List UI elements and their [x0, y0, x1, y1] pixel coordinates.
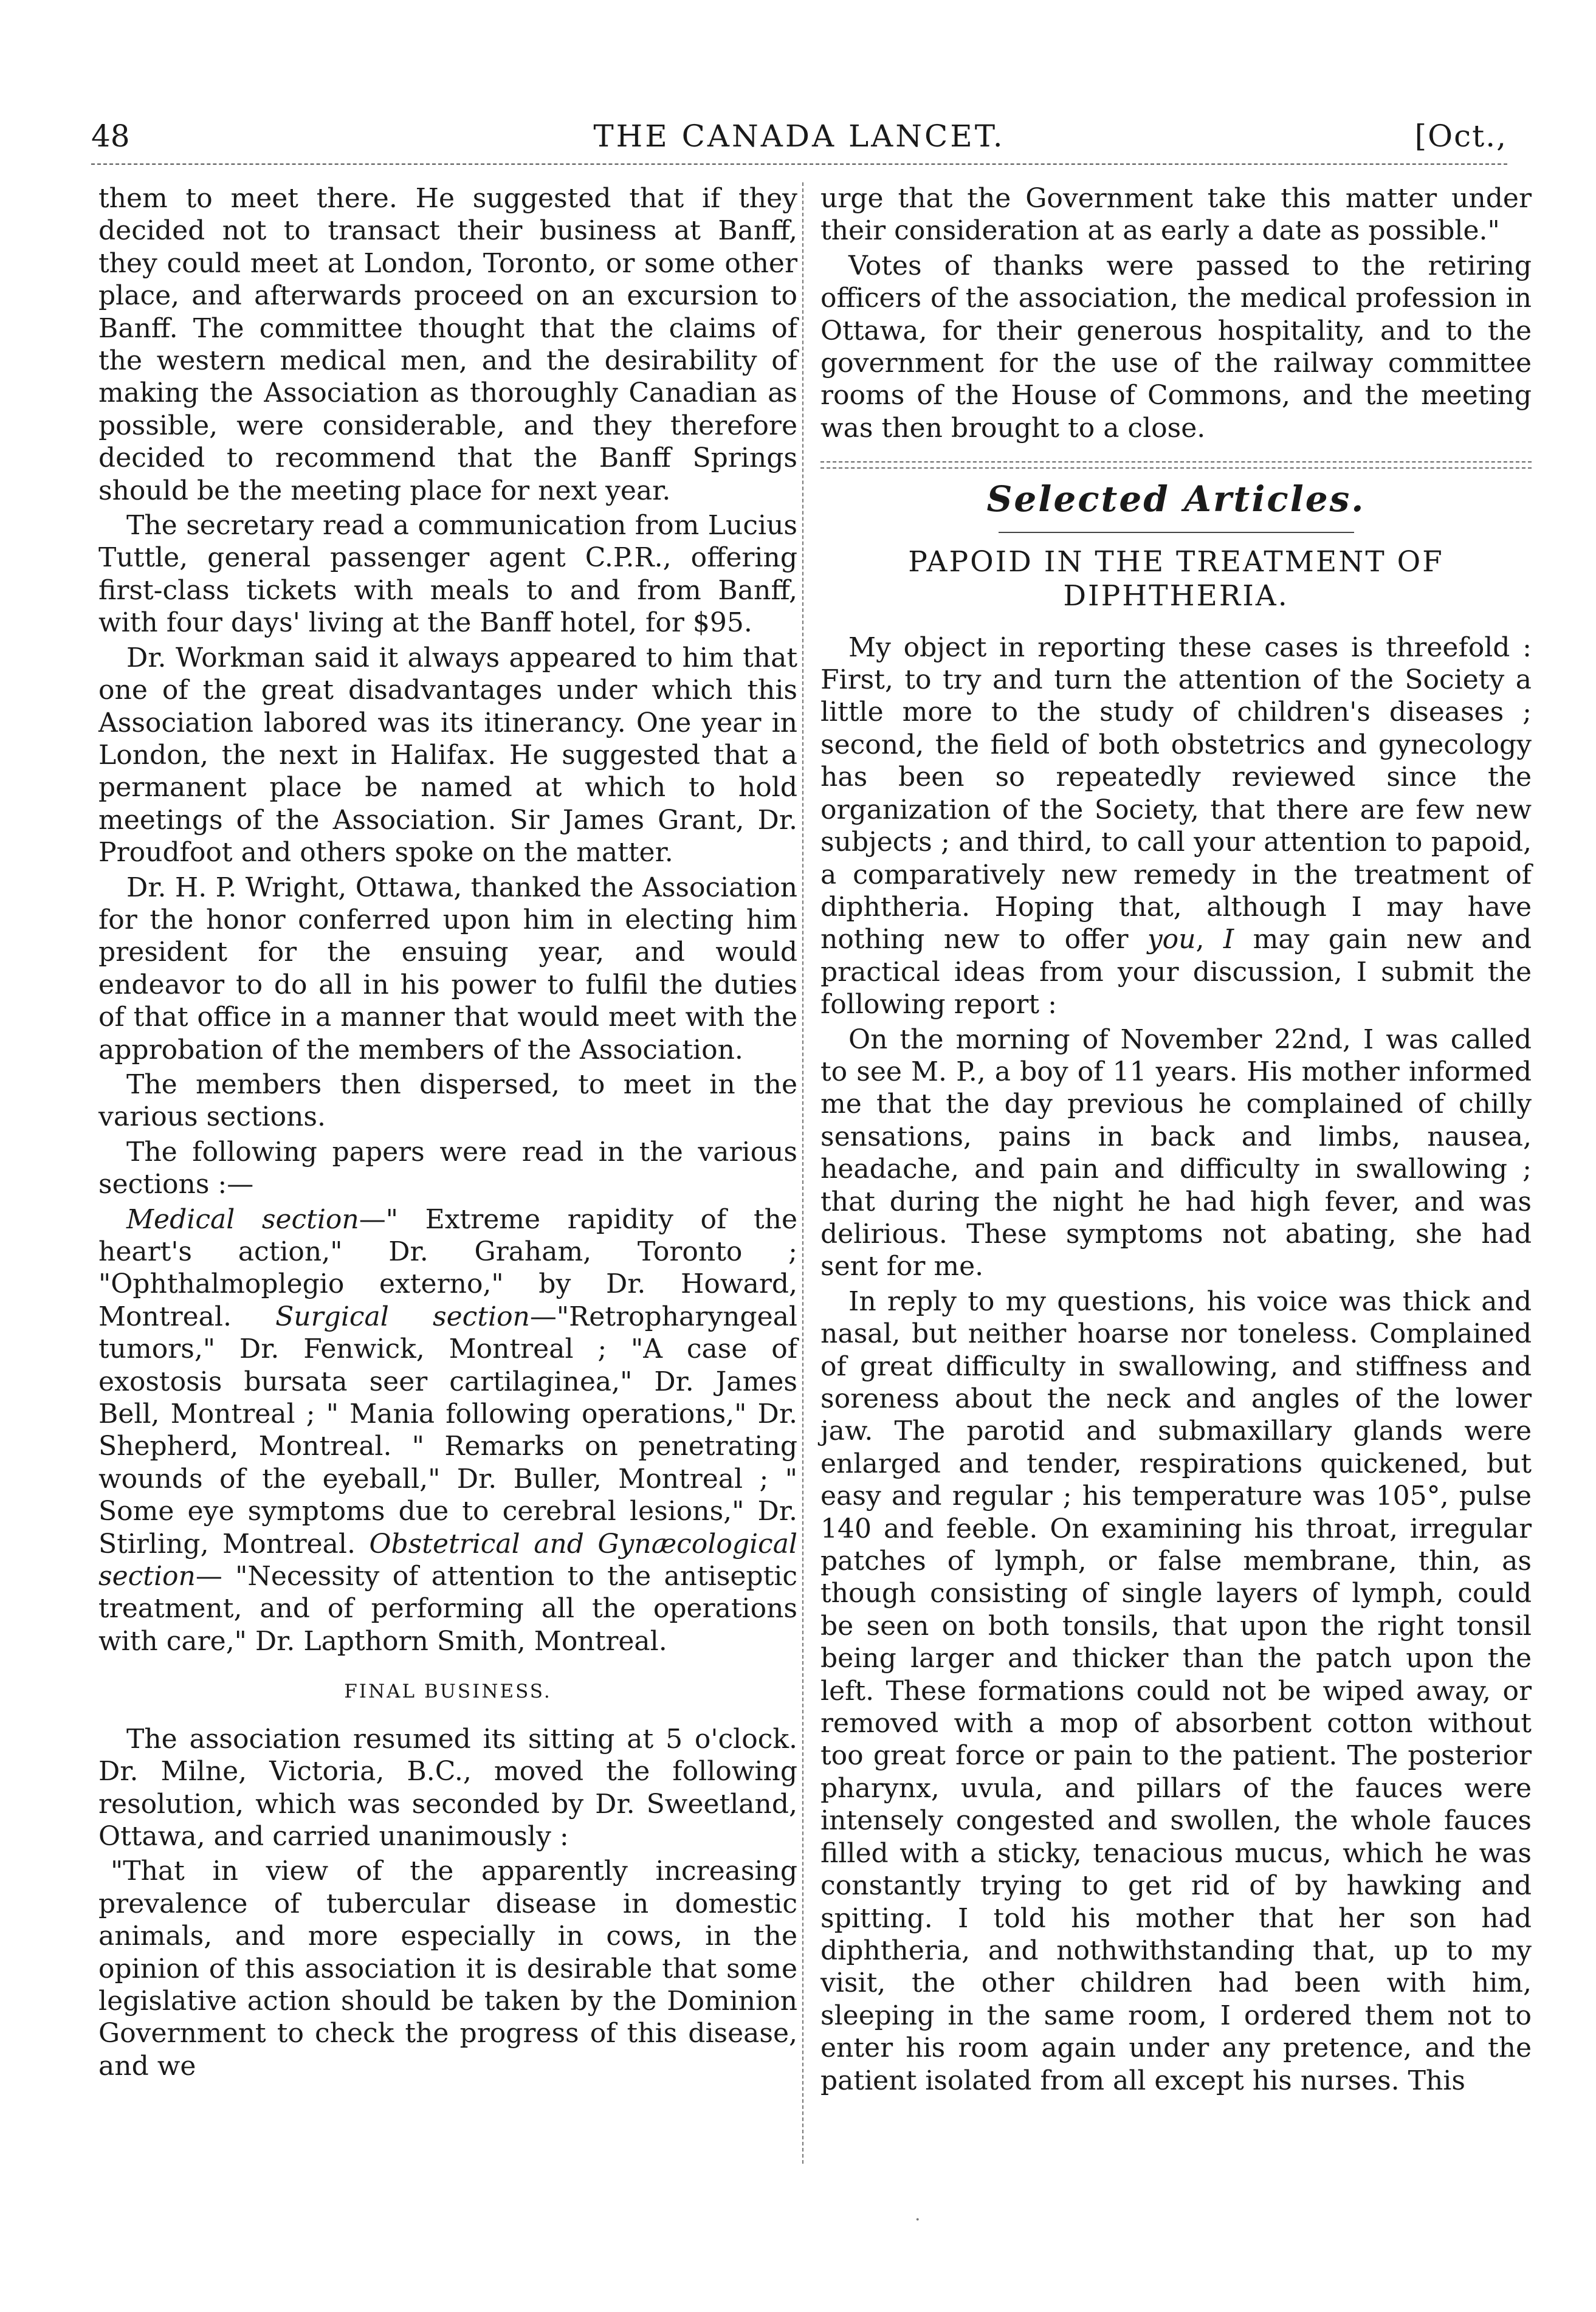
intro-comma: , — [1195, 924, 1223, 955]
print-speck: · — [915, 2209, 921, 2231]
paragraph: On the morning of November 22nd, I was called to see M. P., a boy of 11 years. His mother informed me that the day previous he complained of chilly sensations, pains in back and limbs, nausea, headache, and pain and difficulty in swallowing ; that during the night he had high fever, and was delirious. These symptoms not abating, she had sent for me. — [820, 1024, 1532, 1282]
paragraph: The association resumed its sitting at 5 o'clock. Dr. Milne, Victoria, B.C., moved the following resolution, which was seconded by Dr. Sweetland, Ottawa, and carried unanimously : — [98, 1723, 797, 1852]
surgical-section-text: —"Retropharyngeal tumors," Dr. Fenwick, Montreal ; "A case of exostosis bursata seer cartilaginea," Dr. James Bell, Montreal ; " Mania following operations," Dr. Shepherd, Montreal. " Remarks on penetrating wounds of the eyeball," Dr. Buller, Montreal ; " Some eye symptoms due to cerebral lesions," Dr. Stirling, Montreal. — [98, 1301, 797, 1560]
header-rule — [91, 163, 1507, 165]
paragraph: The secretary read a communication from Lucius Tuttle, general passenger agent C.P.R., offering first-class tickets with meals to and from Banff, with four days' living at the Banff hotel, for $95. — [98, 510, 797, 639]
paragraph: urge that the Government take this matter under their consideration at as early a date as possible." — [820, 183, 1532, 247]
medical-section-label: Medical section — [126, 1203, 359, 1235]
paragraph: The members then dispersed, to meet in the various sections. — [98, 1068, 797, 1133]
column-divider — [802, 182, 803, 2164]
papers-list-paragraph — [98, 1203, 797, 1658]
left-column — [98, 182, 797, 2085]
page-header — [91, 119, 1507, 167]
paragraph: them to meet there. He suggested that if they decided not to transact their business at Banff, they could meet at London, Toronto, or some other place, and afterwards proceed on an excursion to Banff. The committee thought that the claims of the western medical men, and the desirability of making the Association as thoroughly Canadian as possible, were considerable, and they therefore decided to recommend that the Banff Springs should be the meeting place for next year. — [98, 183, 797, 506]
subheading-final-business: FINAL BUSINESS. — [344, 1681, 552, 1703]
intro-paragraph — [820, 631, 1532, 1021]
issue-month: [Oct., — [1414, 119, 1507, 154]
article-title: PAPOID IN THE TREATMENT OF DIPHTHERIA. — [908, 545, 1444, 613]
emphasis-you: you — [1147, 924, 1196, 955]
obstetrical-section-text: — "Necessity of attention to the antiseptic treatment, and of performing all the operations with care," Dr. Lapthorn Smith, Montreal. — [98, 1561, 797, 1657]
paragraph: Dr. Workman said it always appeared to him that one of the great disadvantages under which this Association labored was its itinerancy. One year in London, the next in Halifax. He suggested that a permanent place be named at which to hold meetings of the Association. Sir James Grant, Dr. Proudfoot and others spoke on the matter. — [98, 642, 797, 869]
section-separator — [820, 461, 1532, 469]
section-title: Selected Articles. — [986, 478, 1366, 520]
title-rule — [999, 532, 1354, 533]
paragraph: In reply to my questions, his voice was thick and nasal, but neither hoarse nor toneless. Complained of great difficulty in swallowing, and stiffness and soreness about the neck and angles of the lower jaw. The parotid and submaxillary glands were enlarged and tender, respirations quickened, but easy and regular ; his temperature was 105°, pulse 140 and feeble. On examining his throat, irregular patches of lymph, or false membrane, thin, as though consisting of single layers of lymph, could be seen on both tonsils, that upon the right tonsil being larger and thicker than the patch upon the left. These formations could not be wiped away, or removed with a mop of absorbent cotton without too great force or pain to the patient. The posterior pharynx, uvula, and pillars of the fauces were intensely congested and swollen, the whole fauces filled with a sticky, tenacious mucus, which he was constantly trying to get rid of by hawking and spitting. I told his mother that her son had diphtheria, and nothwithstanding that, up to my visit, the other children had been with him, sleeping in the same room, I ordered them not to enter his room again under any pretence, and the patient isolated from all except his nurses. This — [820, 1285, 1532, 2096]
paragraph: Votes of thanks were passed to the retiring officers of the association, the medical profession in Ottawa, for their generous hospitality, and to the government for the use of the railway committee rooms of the House of Commons, and the meeting was then brought to a close. — [820, 250, 1532, 444]
paragraph: The following papers were read in the various sections :— — [98, 1136, 797, 1200]
surgical-section-label: Surgical section — [275, 1301, 530, 1332]
intro-text-end: may gain new and practical ideas from your discussion, I submit the following report : — [820, 924, 1532, 1020]
intro-text: My object in reporting these cases is threefold : First, to try and turn the attention of the Society a little more to the study of children's diseases ; second, the field of both obstetrics and gynecology has been so repeatedly reviewed since the organization of the Society, that there are few new subjects ; and third, to call your attention to papoid, a comparatively new remedy in the treatment of diphtheria. Hoping that, although I may have nothing new to offer — [820, 631, 1532, 955]
medical-section-text: —" Extreme rapidity of the heart's action," Dr. Graham, Toronto ; "Ophthalmoplegio externo," by Dr. Howard, Montreal. — [98, 1203, 798, 1332]
resolution-quote: "That in view of the apparently increasing prevalence of tubercular disease in domestic animals, and more especially in cows, in the opinion of this association it is desirable that some legislative action should be taken by the Dominion Government to check the progress of this disease, and we — [98, 1856, 797, 2082]
obstetrical-section-label: Obstetrical and Gynæcological section — [98, 1528, 797, 1592]
right-column — [820, 182, 1532, 2099]
emphasis-i: I — [1223, 924, 1234, 955]
paragraph: Dr. H. P. Wright, Ottawa, thanked the Association for the honor conferred upon him in electing him president for the ensuing year, and would endeavor to do all in his power to fulfil the duties of that office in a manner that would meet with the approbation of the members of the Association. — [98, 872, 797, 1065]
page-number: 48 — [91, 119, 130, 154]
running-title: THE CANADA LANCET. — [593, 119, 1005, 154]
